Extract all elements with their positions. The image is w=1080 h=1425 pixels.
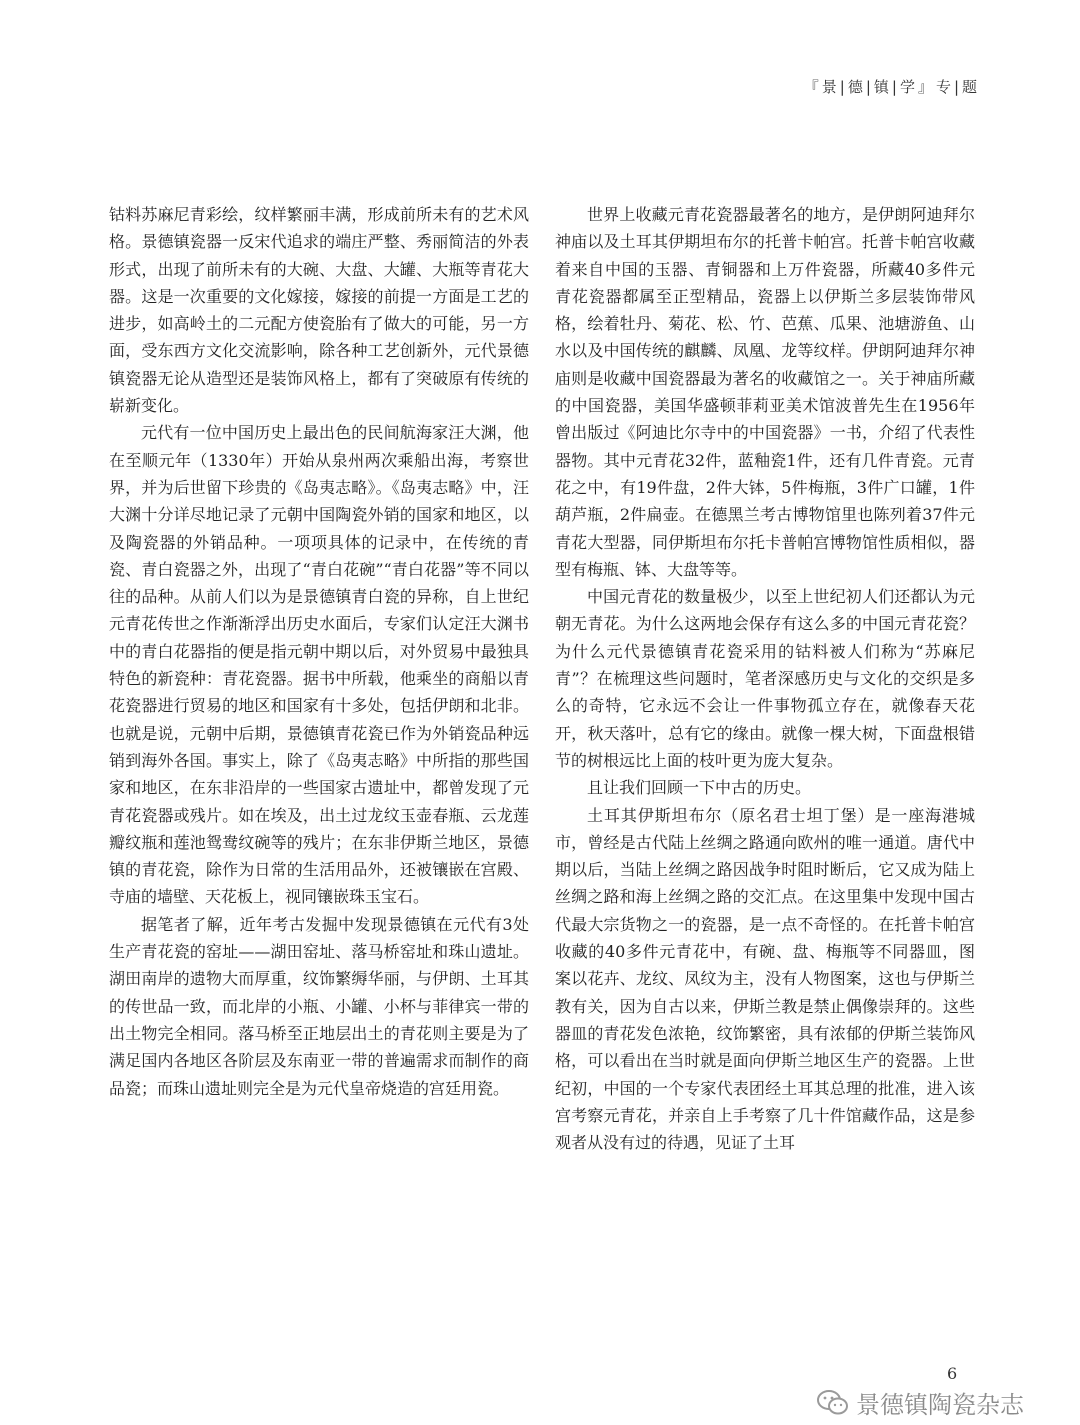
paragraph: 世界上收藏元青花瓷器最著名的地方，是伊朗阿迪拜尔神庙以及土耳其伊期坦布尔的托普卡帕宫。托普卡帕宫收藏着来自中国的玉器、青铜器和上万件瓷器，所藏40多件元青花瓷器都属至正型精品，瓷器上以伊斯兰多层装饰带风格，绘着牡丹、菊花、松、竹、芭蕉、瓜果、池塘游鱼、山水以及中国传统的麒麟、凤凰、龙等纹样。伊朗阿迪拜尔神庙则是收藏中国瓷器最为著名的收藏馆之一。关于神庙所藏的中国瓷器，美国华盛顿菲莉亚美术馆波普先生在1956年曾出版过《阿迪比尔寺中的中国瓷器》一书，介绍了代表性器物。其中元青花32件，蓝釉瓷1件，还有几件青瓷。元青花之中，有19件盘，2件大钵，5件梅瓶，3件广口罐，1件葫芦瓶，2件扁壶。在德黑兰考古博物馆里也陈列着37件元青花大型器，同伊斯坦布尔托卡普帕宫博物馆性质相似，器型有梅瓶、钵、大盘等等。	[555, 205, 975, 579]
paragraph: 且让我们回顾一下中古的历史。	[587, 778, 812, 798]
paragraph: 元代有一位中国历史上最出色的民间航海家汪大渊，他在至顺元年（1330年）开始从泉州两次乘船出海，考察世界，并为后世留下珍贵的《岛夷志略》。《岛夷志略》中，汪大渊十分详尽地记录了元朝中国陶瓷外销的国家和地区，以及陶瓷器的外销品种。一项项具体的记录中，在传统的青瓷、青白瓷器之外，出现了“青白花碗”“青白花器”等不同以往的品种。从前人们以为是景德镇青白瓷的异称，自上世纪元青花传世之作渐渐浮出历史水面后，专家们认定汪大渊书中的青白花器指的便是指元朝中期以后，对外贸易中最独具特色的新瓷种：青花瓷器。据书中所载，他乘坐的商船以青花瓷器进行贸易的地区和国家有十多处，包括伊朗和北非。也就是说，元朝中后期，景德镇青花瓷已作为外销瓷品种远销到海外各国。事实上，除了《岛夷志略》中所指的那些国家和地区，在东非沿岸的一些国家古遗址中，都曾发现了元青花瓷器或残片。如在埃及，出土过龙纹玉壶春瓶、云龙莲瓣纹瓶和莲池鸳鸯纹碗等的残片；在东非伊斯兰地区，景德镇的青花瓷，除作为日常的生活用品外，还被镶嵌在宫殿、寺庙的墙壁、天花板上，视同镶嵌珠玉宝石。	[109, 423, 529, 907]
paragraph: 中国元青花的数量极少，以至上世纪初人们还都认为元朝无青花。为什么这两地会保存有这么多的中国元青花瓷？为什么元代景德镇青花瓷采用的钴料被人们称为“苏麻尼青”？在梳理这些问题时，笔者深感历史与文化的交织是多么的奇特，它永远不会让一件事物孤立存在，就像春天花开，秋天落叶，总有它的缘由。就像一棵大树，下面盘根错节的树根远比上面的枝叶更为庞大复杂。	[555, 587, 975, 770]
page-number: 6	[947, 1364, 958, 1383]
paragraph: 钴料苏麻尼青彩绘，纹样繁丽丰满，形成前所未有的艺术风格。景德镇瓷器一反宋代追求的端庄严整、秀丽简洁的外表形式，出现了前所未有的大碗、大盘、大罐、大瓶等青花大器。这是一次重要的文化嫁接，嫁接的前提一方面是工艺的进步，如高岭土的二元配方使瓷胎有了做大的可能，另一方面，受东西方文化交流影响，除各种工艺创新外，元代景德镇瓷器无论从造型还是装饰风格上，都有了突破原有传统的崭新变化。	[109, 205, 529, 416]
section-header: 『景|德|镇|学』专|题	[803, 78, 980, 96]
watermark	[816, 1385, 1024, 1420]
paragraph: 土耳其伊斯坦布尔（原名君士坦丁堡）是一座海港城市，曾经是古代陆上丝绸之路通向欧州的唯一通道。唐代中期以后，当陆上丝绸之路因战争时阻时断后，它又成为陆上丝绸之路和海上丝绸之路的交汇点。在这里集中发现中国古代最大宗货物之一的瓷器，是一点不奇怪的。在托普卡帕宫收藏的40多件元青花中，有碗、盘、梅瓶等不同器皿，图案以花卉、龙纹、凤纹为主，没有人物图案，这也与伊斯兰教有关，因为自古以来，伊斯兰教是禁止偶像崇拜的。这些器皿的青花发色浓艳，纹饰繁密，具有浓郁的伊斯兰装饰风格，可以看出在当时就是面向伊斯兰地区生产的瓷器。上世纪初，中国的一个专家代表团经土耳其总理的批准，进入该宫考察元青花，并亲自上手考察了几十件馆藏作品，这是参观者从没有过的待遇，见证了土耳	[555, 805, 975, 1153]
paragraph: 据笔者了解，近年考古发掘中发现景德镇在元代有3处生产青花瓷的窑址——湖田窑址、落马桥窑址和珠山遗址。湖田南岸的遗物大而厚重，纹饰繁缛华丽，与伊朗、土耳其的传世品一致，而北岸的小瓶、小罐、小杯与菲律宾一带的出土物完全相同。落马桥至正地层出土的青花则主要是为了满足国内各地区各阶层及东南亚一带的普遍需求而制作的商品瓷；而珠山遗址则完全是为元代皇帝烧造的宫廷用瓷。	[109, 914, 529, 1098]
wechat-icon	[816, 1388, 850, 1418]
left-column	[109, 201, 529, 1102]
right-column	[555, 201, 975, 1156]
watermark-text: 景德镇陶瓷杂志	[856, 1391, 1024, 1419]
